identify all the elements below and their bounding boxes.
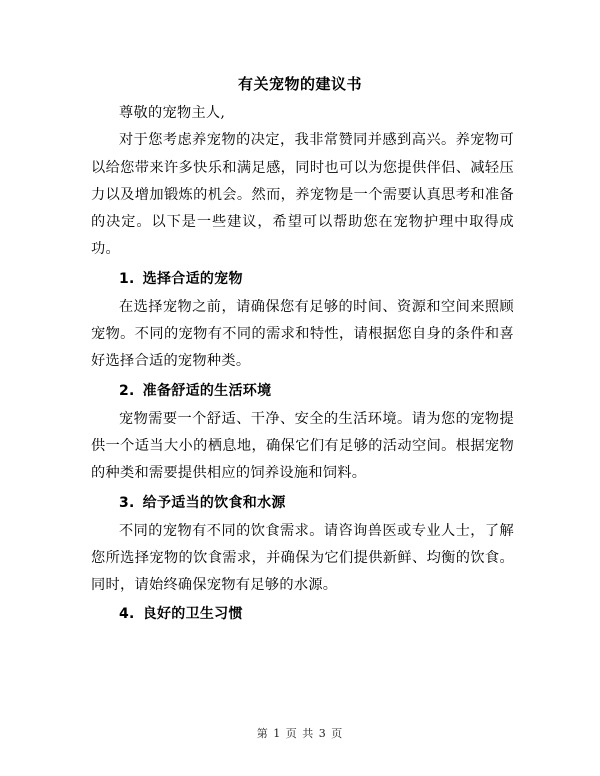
section-number: 2. — [119, 382, 135, 399]
section-number: 1. — [119, 270, 135, 287]
intro-paragraph: 对于您考虑养宠物的决定，我非常赞同并感到高兴。养宠物可以给您带来许多快乐和满足感，同时也可以为您提供伴侣、减轻压力以及增加锻炼的机会。然而，养宠物是一个需要认真思考和准备的决定。以下是一些建议，希望可以帮助您在宠物护理中取得成功。 — [91, 132, 514, 258]
greeting: 尊敬的宠物主人, — [119, 105, 226, 121]
document-title: 有关宠物的建议书 — [237, 75, 362, 93]
section-heading-2 — [91, 376, 514, 406]
section-number: 3. — [119, 494, 135, 511]
section-title: 准备舒适的生活环境 — [142, 382, 272, 399]
section-title: 选择合适的宠物 — [142, 270, 243, 287]
document-body — [91, 100, 514, 629]
section-title: 给予适当的饮食和水源 — [142, 494, 286, 511]
section-heading-4 — [91, 599, 514, 629]
section-title: 良好的卫生习惯 — [142, 606, 243, 623]
page-indicator: 第 1 页 共 3 页 — [256, 727, 344, 740]
section-body-1: 在选择宠物之前，请确保您有足够的时间、资源和空间来照顾宠物。不同的宠物有不同的需求和特性，请根据您自身的条件和喜好选择合适的宠物种类。 — [91, 298, 514, 370]
section-body-2: 宠物需要一个舒适、干净、安全的生活环境。请为您的宠物提供一个适当大小的栖息地，确保它们有足够的活动空间。根据宠物的种类和需要提供相应的饲养设施和饲料。 — [91, 410, 514, 482]
section-number: 4. — [119, 606, 135, 623]
section-heading-3 — [91, 488, 514, 518]
section-body-3: 不同的宠物有不同的饮食需求。请咨询兽医或专业人士，了解您所选择宠物的饮食需求，并确保为它们提供新鲜、均衡的饮食。同时，请始终确保宠物有足够的水源。 — [91, 522, 514, 594]
section-heading-1 — [91, 264, 514, 294]
